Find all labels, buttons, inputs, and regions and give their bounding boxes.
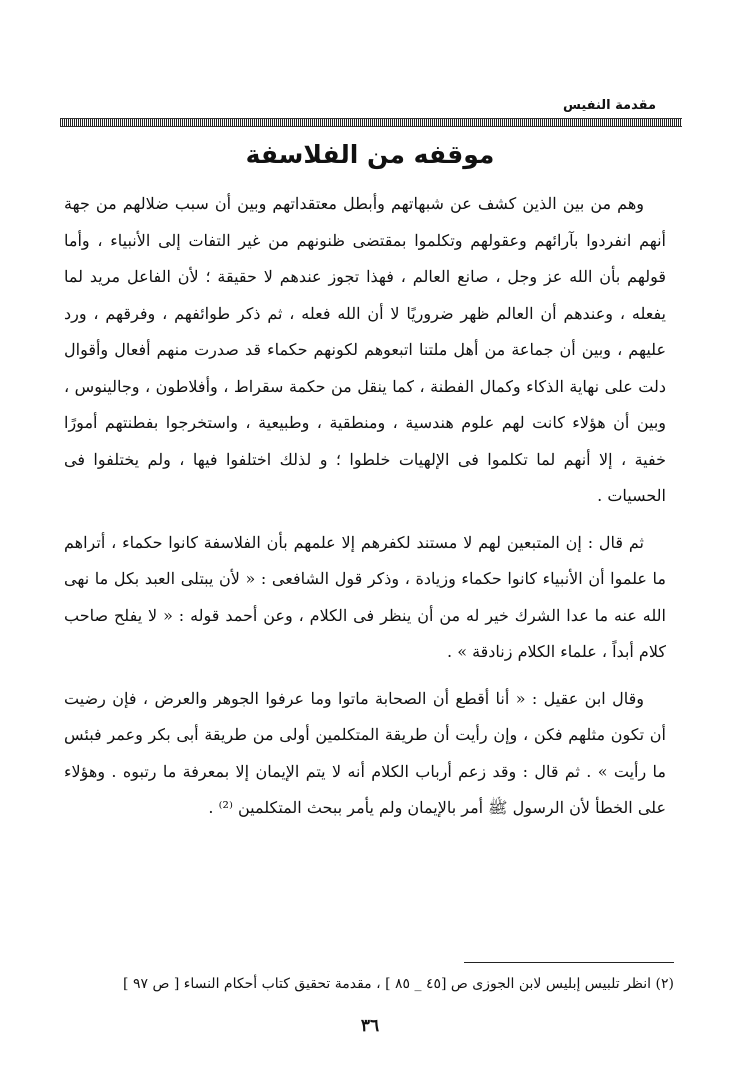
paragraph-1: وهم من بين الذين كشف عن شبهاتهم وأبطل معتقداتهم وبين أن سبب ضلالهم من جهة أنهم انفردوا بآرائهم وعقولهم وتكلموا بمقتضى ظنونهم من غير التفات إلى الأنبياء ، وأما قولهم بأن الله عز وجل ، صانع العالم ، فهذا تجوز عندهم لا حقيقة ؛ لأن الفاعل مريد لما يفعله ، وعندهم أن العالم ظهر ضروريًا لا أن الله فعله ، ثم ذكر طوائفهم ، وفرقهم ، ورد عليهم ، وبين أن جماعة من أهل ملتنا اتبعوهم لكونهم حكماء قد صدرت منهم أفعال وأقوال دلت على نهاية الذكاء وكمال الفطنة ، كما ينقل من حكمة سقراط ، وأفلاطون ، وجالينوس ، وبين أن هؤلاء كانت لهم علوم هندسية ، ومنطقية ، وطبيعية ، واستخرجوا بفطنتهم أمورًا خفية ، إلا أنهم لما تكلموا فى الإلهيات خلطوا ؛ و لذلك اختلفوا فيها ، ولم يختلفوا فى الحسيات . — [64, 194, 666, 505]
paragraph-2: ثم قال : إن المتبعين لهم لا مستند لكفرهم إلا علمهم بأن الفلاسفة كانوا حكماء ، أتراهم ما علموا أن الأنبياء كانوا حكماء وزيادة ، وذكر قول الشافعى : « لأن يبتلى العبد بكل ما نهى الله عنه ما عدا الشرك خير له من أن ينظر فى الكلام ، وعن أحمد قوله : « لا يفلح صاحب كلام أبداً ، علماء الكلام زنادقة » . — [64, 532, 666, 661]
footnote: (٢) انظر تلبيس إبليس لابن الجوزى ص [٤٥ _ ٨٥ ] ، مقدمة تحقيق كتاب أحكام النساء [ ص ٩٧ ] — [123, 976, 674, 992]
footnote-rule — [464, 962, 674, 963]
paragraph-3: وقال ابن عقيل : « أنا أقطع أن الصحابة ماتوا وما عرفوا الجوهر والعرض ، فإن رضيت أن تكون مثلهم فكن ، وإن رأيت أن طريقة المتكلمين أولى من طريقة أبى بكر وعمر فبئس ما رأيت » . ثم قال : وقد زعم أرباب الكلام أنه لا يتم الإيمان إلا بمعرفة ما رتبوه . وهؤلاء على الخطأ لأن الرسول ﷺ أمر بالإيمان ولم يأمر ببحث المتكلمين ⁽²⁾ . — [64, 688, 666, 817]
body-text — [64, 186, 666, 837]
section-title: موقفه من الفلاسفة — [245, 140, 495, 169]
page-number: ٣٦ — [360, 1016, 380, 1036]
running-header: مقدمة النفيس — [562, 98, 656, 113]
header-rule — [60, 118, 682, 127]
